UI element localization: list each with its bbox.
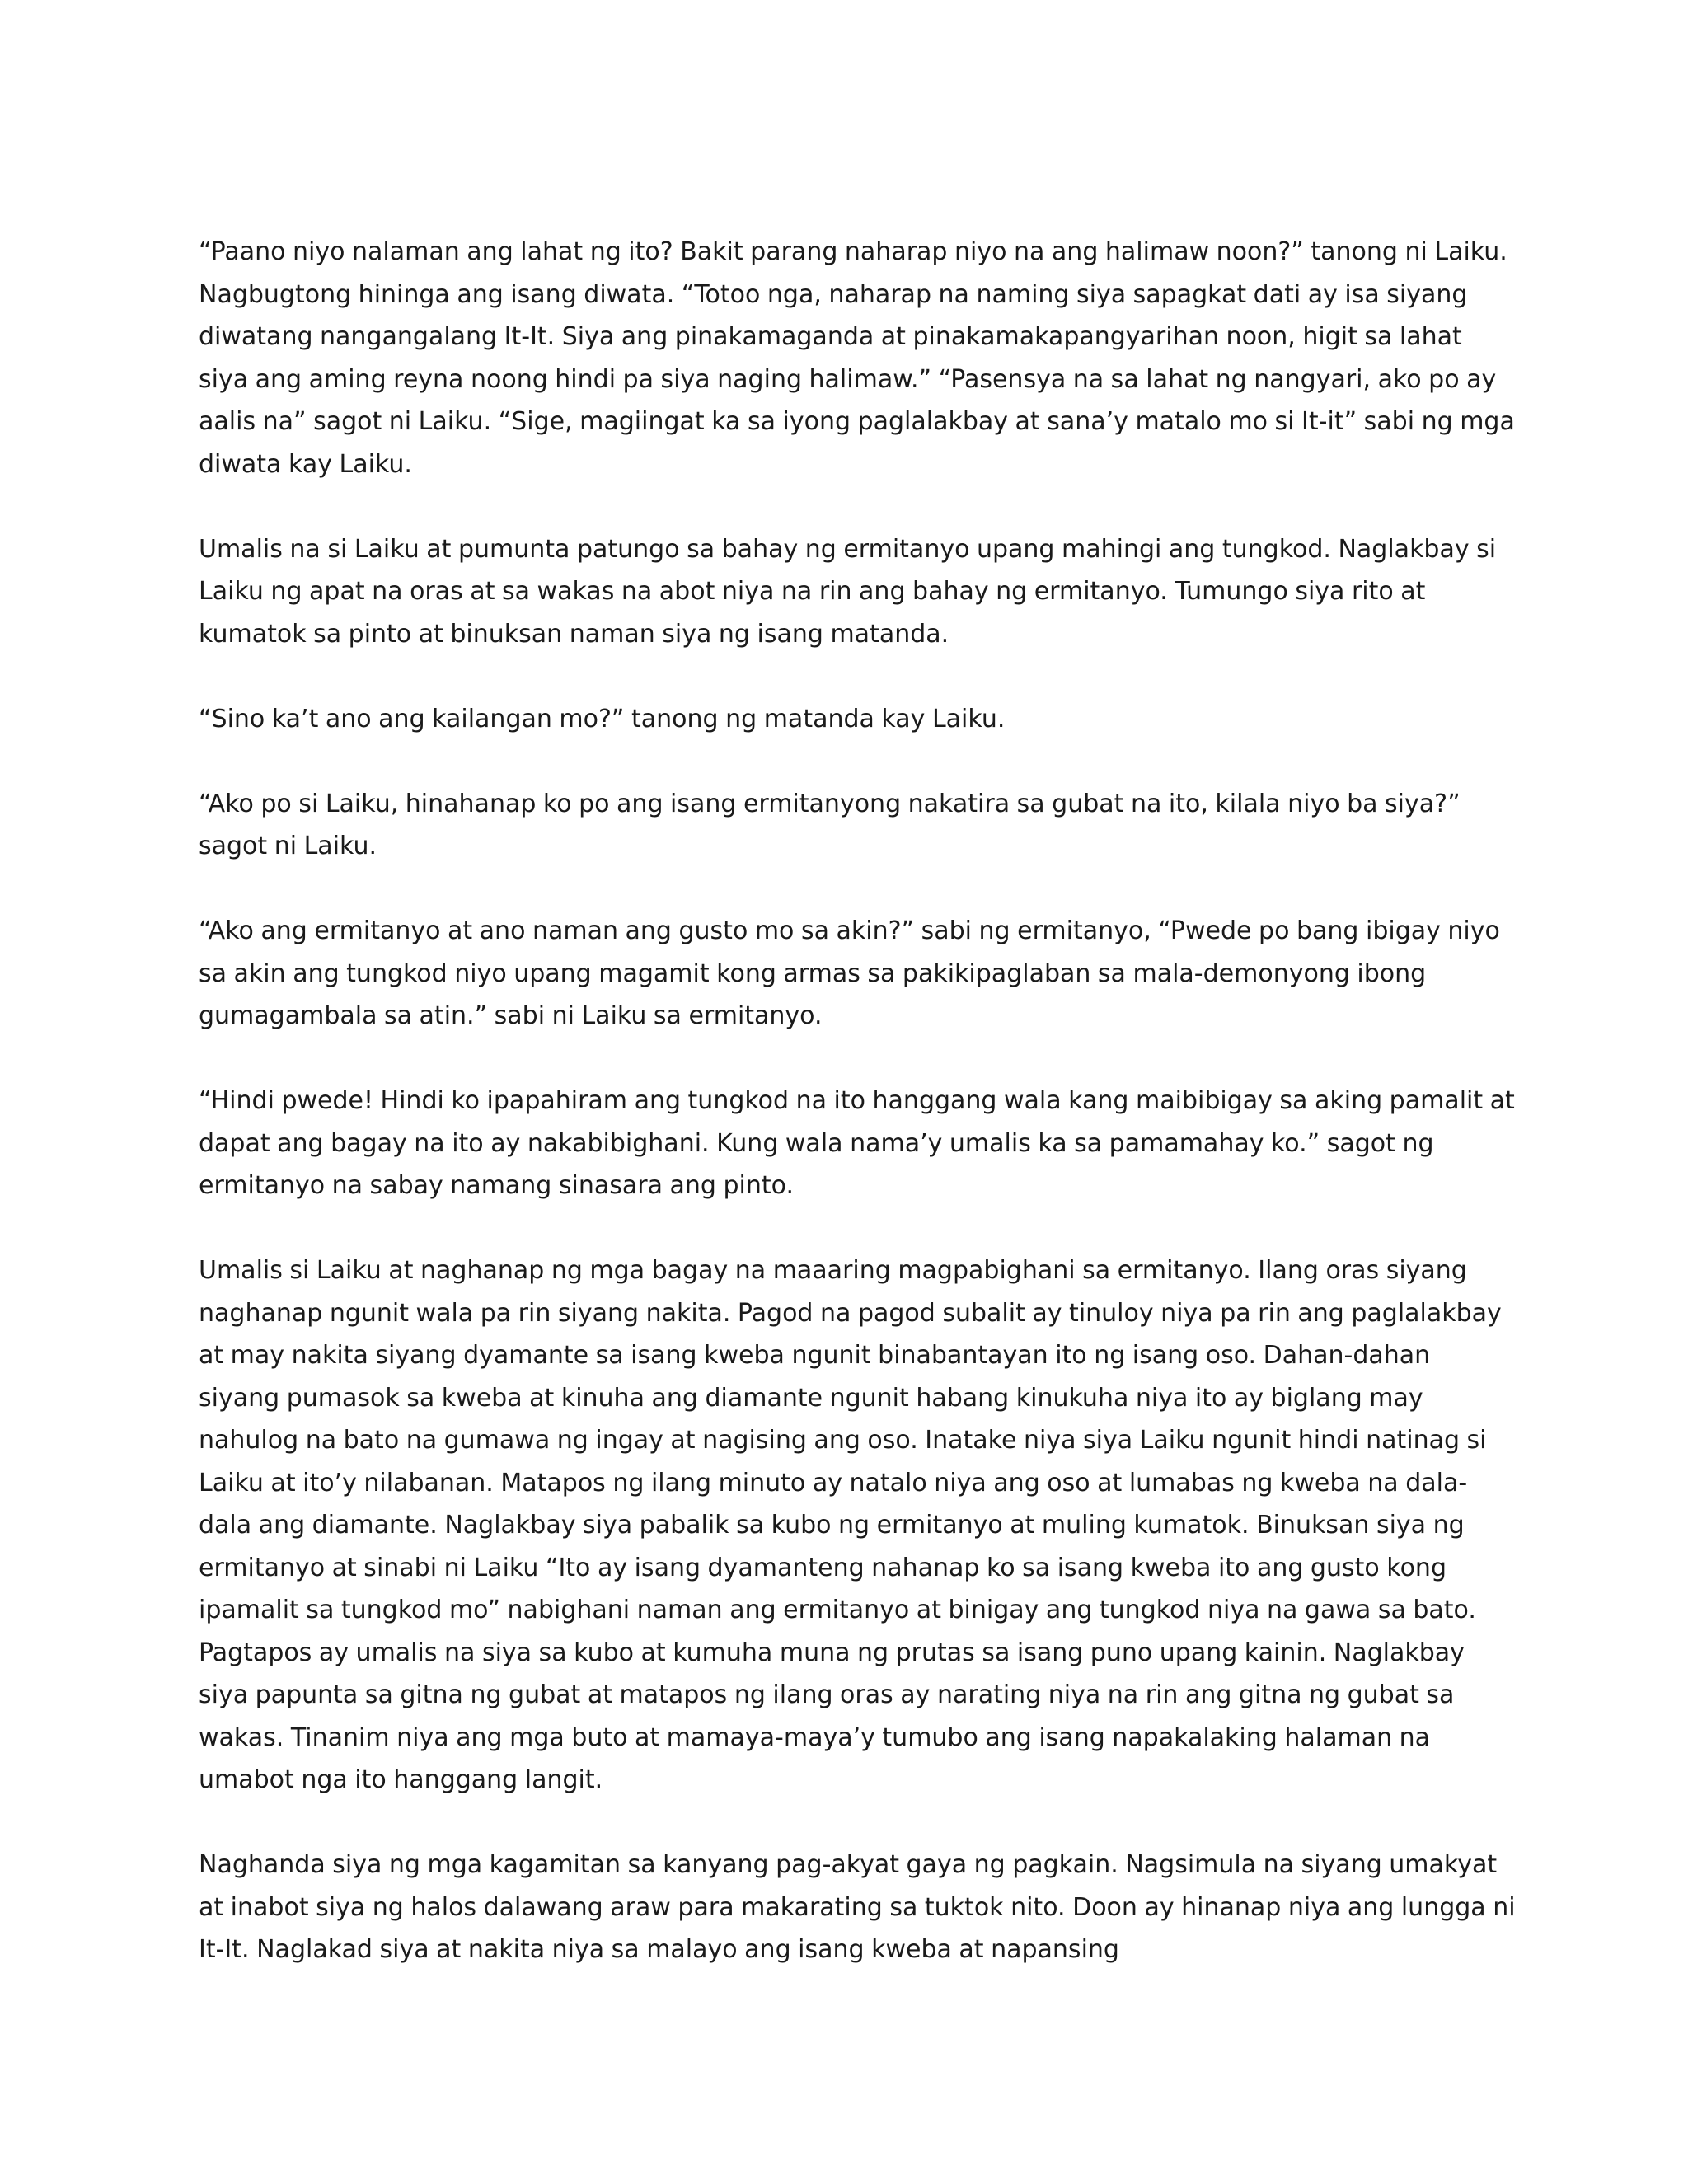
document-page xyxy=(199,231,1517,1971)
paragraph-old-man-question: “Sino ka’t ano ang kailangan mo?” tanong ng matanda kay Laiku. xyxy=(199,704,1006,733)
paragraph-climb-preparation: Naghanda siya ng mga kagamitan sa kanyang pag-akyat gaya ng pagkain. Nagsimula na siyang umakyat at inabot siya ng halos dalawang araw para makarating sa tuktok nito. Doon ay hinanap niya ang lungga ni It-It. Naglakad siya at nakita niya sa malayo ang isang kweba at napansing xyxy=(199,1850,1516,1964)
paragraph-diwata-dialogue: “Paano niyo nalaman ang lahat ng ito? Bakit parang naharap niyo na ang halimaw noon?” tanong ni Laiku. Nagbugtong hininga ang isang diwata. “Totoo nga, naharap na naming siya sapagkat dati ay isa siyang diwatang nangangalang It-It. Siya ang pinakamaganda at pinakamakapangyarihan noon, higit sa lahat siya ang aming reyna noong hindi pa siya naging halimaw.” “Pasensya na sa lahat ng nangyari, ako po ay aalis na” sagot ni Laiku. “Sige, magiingat ka sa iyong paglalakbay at sana’y matalo mo si It-it” sabi ng mga diwata kay Laiku. xyxy=(199,237,1515,479)
paragraph-diamond-quest: Umalis si Laiku at naghanap ng mga bagay na maaaring magpabighani sa ermitanyo. Ilang oras siyang naghanap ngunit wala pa rin siyang nakita. Pagod na pagod subalit ay tinuloy niya pa rin ang paglalakbay at may nakita siyang dyamante sa isang kweba ngunit binabantayan ito ng isang oso. Dahan-dahan siyang pumasok sa kweba at kinuha ang diamante ngunit habang kinukuha niya ito ay biglang may nahulog na bato na gumawa ng ingay at nagising ang oso. Inatake niya siya Laiku ngunit hindi natinag si Laiku at ito’y nilabanan. Matapos ng ilang minuto ay natalo niya ang oso at lumabas ng kweba na dala-dala ang diamante. Naglakbay siya pabalik sa kubo ng ermitanyo at muling kumatok. Binuksan siya ng ermitanyo at sinabi ni Laiku “Ito ay isang dyamanteng nahanap ko sa isang kweba ito ang gusto kong ipamalit sa tungkod mo” nabighani naman ang ermitanyo at binigay ang tungkod niya na gawa sa bato. Pagtapos ay umalis na siya sa kubo at kumuha muna ng prutas sa isang puno upang kainin. Naglakbay siya papunta sa gitna ng gubat at matapos ng ilang oras ay narating niya na rin ang gitna ng gubat sa wakas. Tinanim niya ang mga buto at mamaya-maya’y tumubo ang isang napakalaking halaman na umabot nga ito hanggang langit. xyxy=(199,1256,1502,1794)
paragraph-hermit-refusal: “Hindi pwede! Hindi ko ipapahiram ang tungkod na ito hanggang wala kang maibibigay sa aking pamalit at dapat ang bagay na ito ay nakabibighani. Kung wala nama’y umalis ka sa pamamahay ko.” sagot ng ermitanyo na sabay namang sinasara ang pinto. xyxy=(199,1086,1515,1200)
paragraph-journey-to-hermit: Umalis na si Laiku at pumunta patungo sa bahay ng ermitanyo upang mahingi ang tungkod. Naglakbay si Laiku ng apat na oras at sa wakas na abot niya na rin ang bahay ng ermitanyo. Tumungo siya rito at kumatok sa pinto at binuksan naman siya ng isang matanda. xyxy=(199,534,1497,649)
paragraph-staff-request: “Ako ang ermitanyo at ano naman ang gusto mo sa akin?” sabi ng ermitanyo, “Pwede po bang ibigay niyo sa akin ang tungkod niyo upang magamit kong armas sa pakikipaglaban sa mala-demonyong ibong gumagambala sa atin.” sabi ni Laiku sa ermitanyo. xyxy=(199,916,1500,1030)
paragraph-laiku-answer: “Ako po si Laiku, hinahanap ko po ang isang ermitanyong nakatira sa gubat na ito, kilala niyo ba siya?” sagot ni Laiku. xyxy=(199,789,1461,860)
